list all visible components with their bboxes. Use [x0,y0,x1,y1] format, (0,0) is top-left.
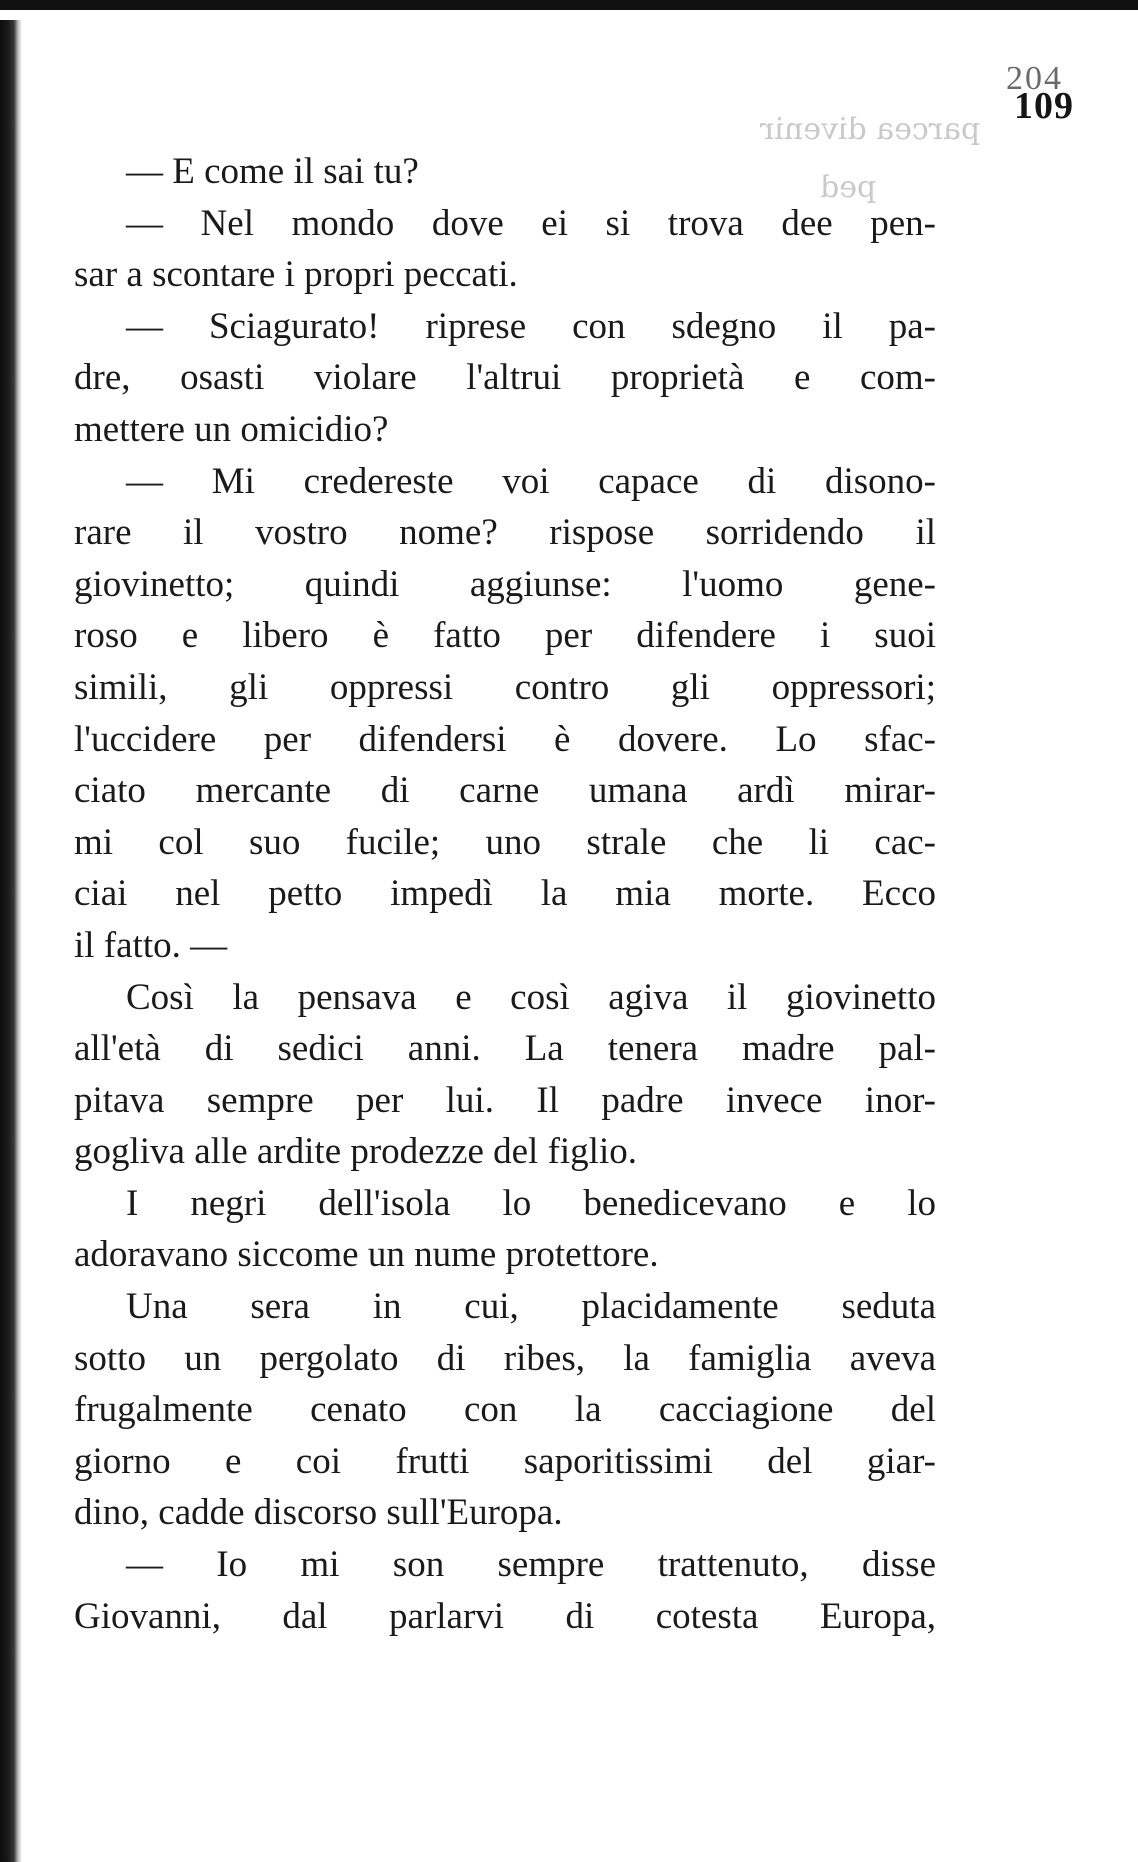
text-line: I negri dell'isola lo benedicevano e lo [126,1182,936,1224]
text-line: sar a scontare i propri peccati. [74,254,518,296]
text-line: gogliva alle ardite prodezze del figlio. [74,1131,637,1173]
text-line: dino, cadde discorso sull'Europa. [74,1492,563,1534]
left-page-edge-shadow [0,20,22,1862]
text-line: ciai nel petto impedì la mia morte. Ecco [74,873,936,915]
text-line: frugalmente cenato con la cacciagione del [74,1389,936,1431]
text-line: giovinetto; quindi aggiunse: l'uomo gene- [74,563,936,605]
text-line: dre, osasti violare l'altrui proprietà e com- [74,357,936,399]
bleed-through-text: ped [820,170,877,205]
text-line: adoravano siccome un nume protettore. [74,1234,659,1276]
top-border-rule [0,0,1138,10]
text-line: pitava sempre per lui. Il padre invece inor- [74,1079,936,1121]
text-line: — E come il sai tu? [126,151,419,192]
text-line: — Nel mondo dove ei si trova dee pen- [126,202,936,244]
text-line: all'età di sedici anni. La tenera madre pal- [74,1028,936,1070]
text-line: giorno e coi frutti saporitissimi del giar- [74,1440,936,1482]
text-line: Così la pensava e così agiva il giovinetto [126,976,936,1018]
text-line: ciato mercante di carne umana ardì mirar- [74,770,936,812]
text-line: sotto un pergolato di ribes, la famiglia aveva [74,1337,936,1379]
text-line: Giovanni, dal parlarvi di cotesta Europa, [74,1595,936,1637]
text-line: mi col suo fucile; uno strale che li cac- [74,821,936,863]
text-line: il fatto. — [74,924,228,966]
body-text [74,146,936,1642]
text-line: l'uccidere per difendersi è dovere. Lo sfac- [74,718,936,760]
text-line: rare il vostro nome? rispose sorridendo il [74,512,936,554]
old-page-number: 204 [1006,60,1063,97]
text-line: — Mi credereste voi capace di disono- [126,460,936,502]
text-line: — Sciagurato! riprese con sdegno il pa- [126,305,936,347]
text-line: mettere un omicidio? [74,408,389,450]
text-line: roso e libero è fatto per difendere i suoi [74,615,936,657]
bleed-through-text: parcea divenir [760,112,981,147]
text-line: — Io mi son sempre trattenuto, disse [126,1544,936,1586]
page-number: 109 [1014,85,1074,127]
text-line: simili, gli oppressi contro gli oppressori; [74,666,936,708]
text-line: Una sera in cui, placidamente seduta [126,1286,936,1328]
